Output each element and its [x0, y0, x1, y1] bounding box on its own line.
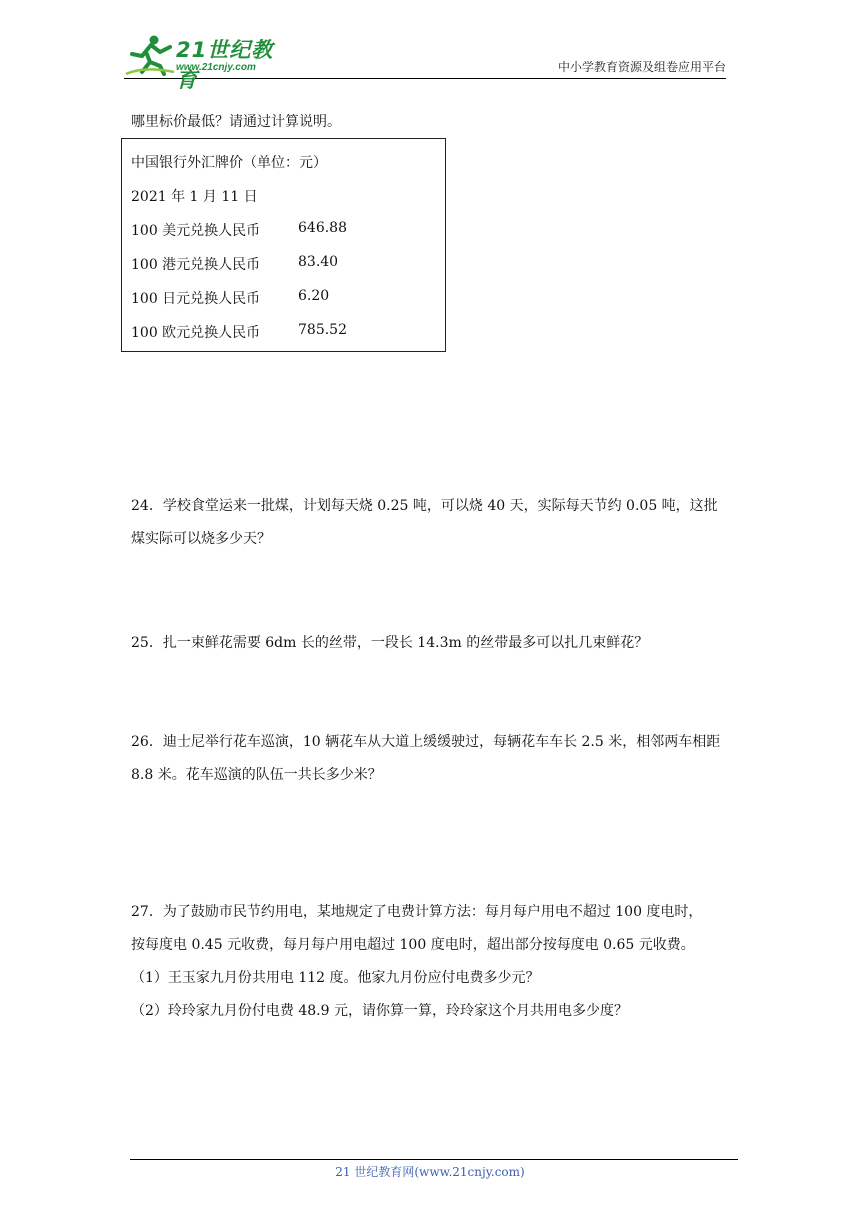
- question-24-line1: 24．学校食堂运来一批煤，计划每天烧 0.25 吨，可以烧 40 天，实际每天节约 0.05 吨，这批: [131, 498, 718, 514]
- header-platform-text: 中小学教育资源及组卷应用平台: [557, 60, 726, 74]
- logo-text: 21世纪教育: [176, 38, 274, 92]
- footer-divider: [130, 1159, 738, 1160]
- question-27-line1: 27．为了鼓励市民节约用电，某地规定了电费计算方法：每月每户用电不超过 100 度电时，: [131, 904, 703, 920]
- rate-row-value: 646.88: [298, 220, 347, 236]
- rate-row-value: 83.40: [298, 254, 339, 270]
- question-23-tail: 哪里标价最低？请通过计算说明。: [131, 114, 341, 130]
- question-24-line2: 煤实际可以烧多少天？: [131, 531, 271, 547]
- logo-url: www.21cnjy.com: [176, 62, 256, 73]
- question-27-sub2: （2）玲玲家九月份付电费 48.9 元，请你算一算，玲玲家这个月共用电多少度？: [131, 1003, 628, 1019]
- question-26-line2: 8.8 米。花车巡演的队伍一共长多少米？: [131, 767, 382, 783]
- question-27-sub1: （1）王玉家九月份共用电 112 度。他家九月份应付电费多少元？: [131, 970, 540, 986]
- rate-row-label: 100 港元兑换人民币: [131, 257, 261, 273]
- rate-row-value: 6.20: [298, 288, 330, 304]
- site-logo[interactable]: [124, 32, 294, 92]
- question-26-line1: 26．迪士尼举行花车巡演，10 辆花车从大道上缓缓驶过，每辆花车车长 2.5 米，相邻两车相距: [131, 734, 721, 750]
- rate-row-label: 100 日元兑换人民币: [131, 291, 261, 307]
- page-header: [124, 30, 726, 92]
- rate-table-date: 2021 年 1 月 11 日: [131, 189, 258, 205]
- rate-row-label: 100 欧元兑换人民币: [131, 325, 261, 341]
- footer-link[interactable]: 21 世纪教育网(www.21cnjy.com): [335, 1165, 525, 1179]
- rate-row-value: 785.52: [298, 322, 347, 338]
- runner-icon: [124, 32, 176, 76]
- question-25-line1: 25．扎一束鲜花需要 6dm 长的丝带，一段长 14.3m 的丝带最多可以扎几束鲜花？: [131, 635, 649, 651]
- rate-table-title: 中国银行外汇牌价（单位：元）: [131, 155, 327, 171]
- question-27-line2: 按每度电 0.45 元收费，每月每户用电超过 100 度电时，超出部分按每度电 0.65 元收费。: [131, 937, 695, 953]
- exchange-rate-table: [121, 138, 446, 352]
- rate-row-label: 100 美元兑换人民币: [131, 223, 261, 239]
